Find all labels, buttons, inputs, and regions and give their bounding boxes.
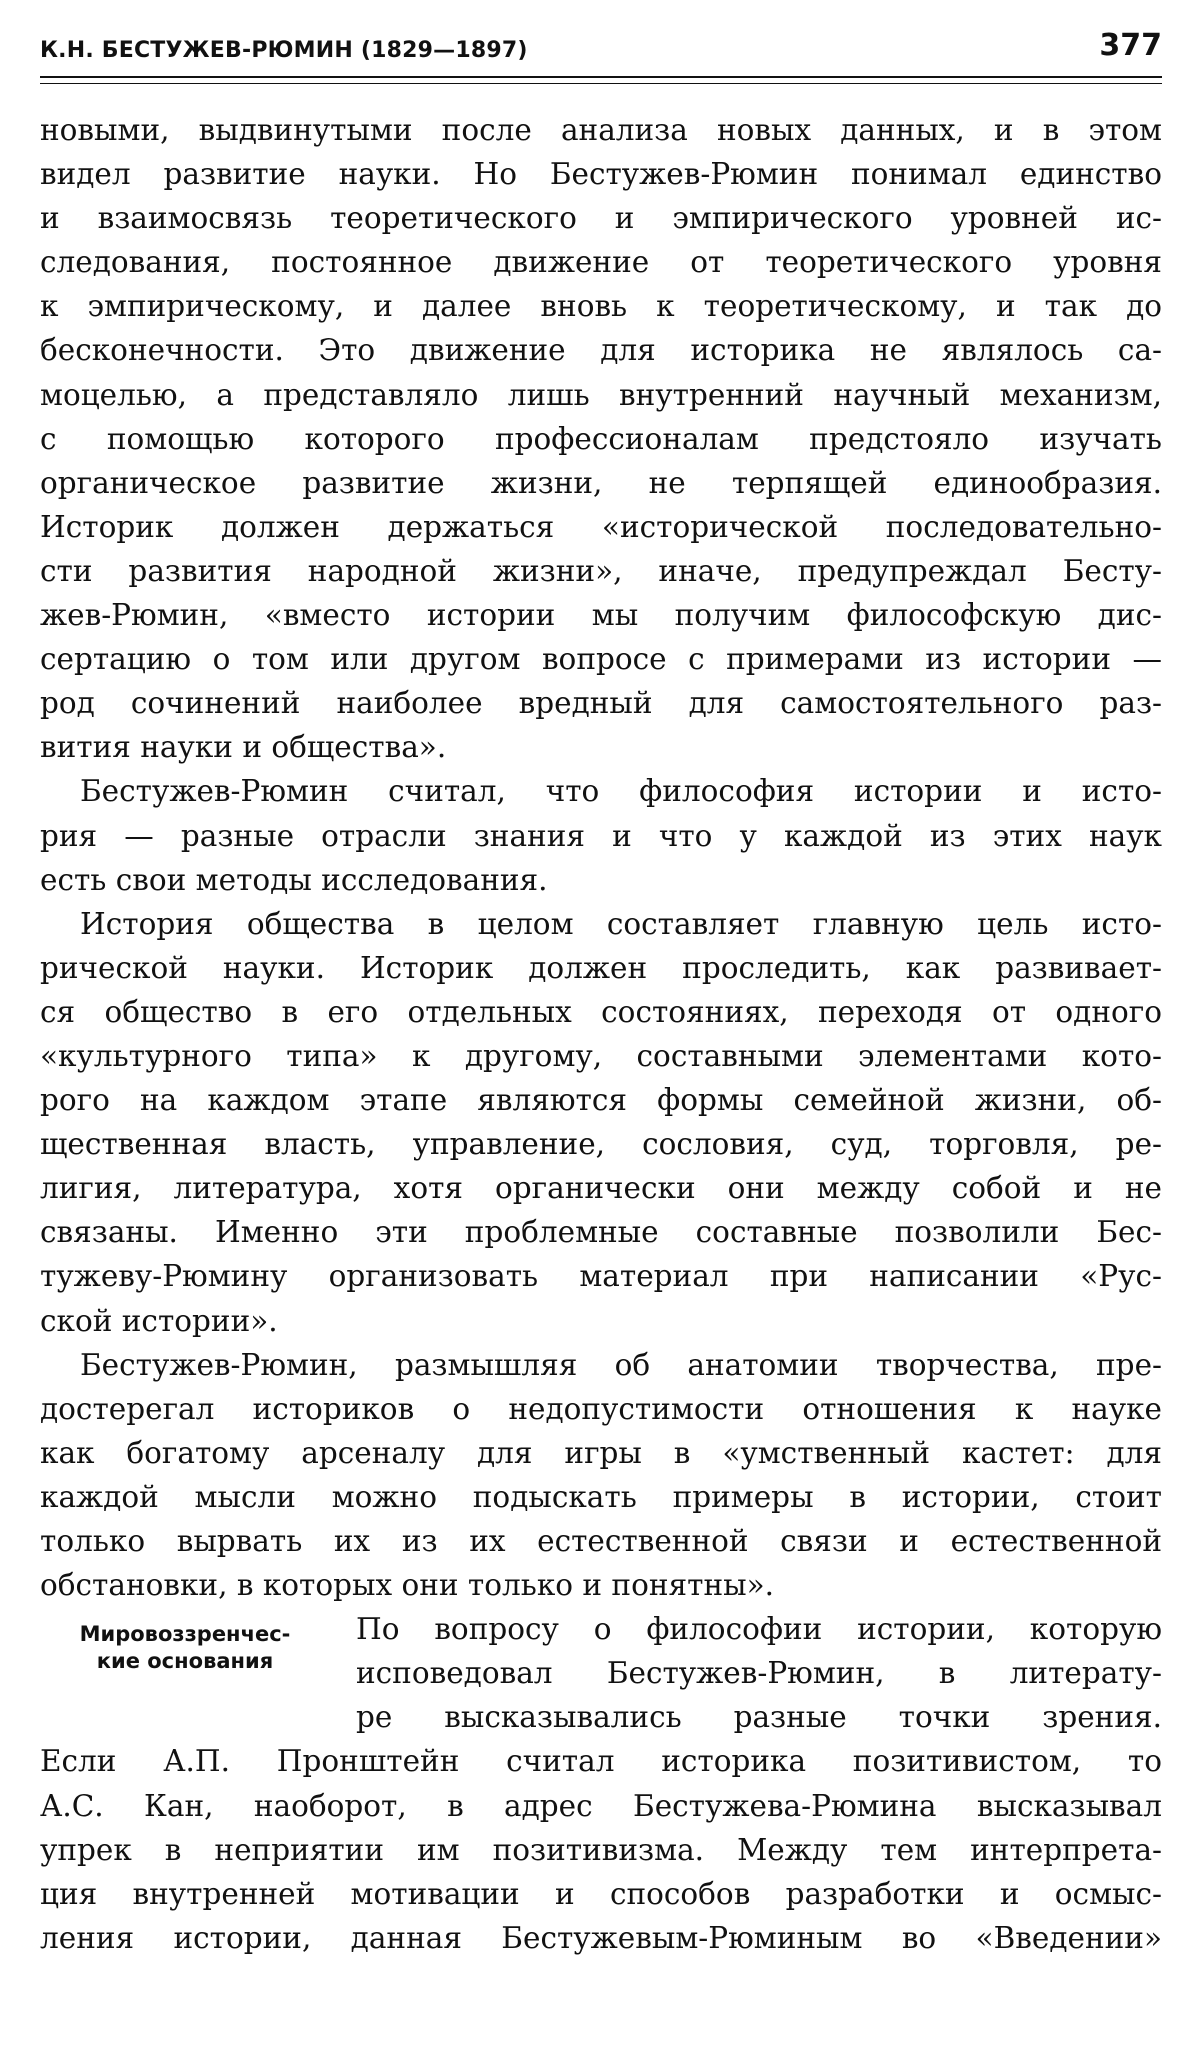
text-line: ской истории». xyxy=(40,1303,278,1338)
text-line: А.С. Кан, наоборот, в адрес Бестужева-Рюмина высказывал xyxy=(40,1788,1162,1823)
text-line: Если А.П. Пронштейн считал историка позитивистом, то xyxy=(40,1744,1162,1779)
text-line: следования, постоянное движение от теоретического уровня xyxy=(40,245,1162,280)
paragraph xyxy=(40,769,1162,901)
text-line: каждой мысли можно подыскать примеры в истории, стоит xyxy=(40,1479,1162,1514)
text-line: «культурного типа» к другому, составными элементами кото- xyxy=(40,1038,1162,1073)
text-line: ре высказывались разные точки зрения. xyxy=(356,1700,1162,1735)
paragraph xyxy=(40,1343,1162,1608)
side-wrapped-text xyxy=(356,1607,1162,1739)
text-line: есть свои методы исследования. xyxy=(40,862,548,897)
text-line: тужеву-Рюмину организовать материал при написании «Рус- xyxy=(40,1259,1162,1294)
text-line: История общества в целом составляет главную цель исто- xyxy=(80,906,1162,941)
text-line: рической науки. Историк должен проследить, как развивает- xyxy=(40,950,1162,985)
book-page xyxy=(40,24,1162,1955)
text-line: род сочинений наиболее вредный для самостоятельного раз- xyxy=(40,686,1162,721)
body-text xyxy=(40,108,1162,1960)
running-title: К.Н. БЕСТУЖЕВ-РЮМИН (1829—1897) xyxy=(40,38,528,63)
text-line: моцелью, а представляло лишь внутренний научный механизм, xyxy=(40,377,1162,412)
text-line: сти развития народной жизни», иначе, предупреждал Бесту- xyxy=(40,553,1162,588)
text-line: Бестужев-Рюмин считал, что философия истории и исто- xyxy=(80,774,1162,809)
sidenote-block xyxy=(40,1607,1162,1739)
text-line: новыми, выдвинутыми после анализа новых данных, и в этом xyxy=(40,113,1162,147)
paragraph xyxy=(40,1739,1162,1959)
text-line: Историк должен держаться «исторической последовательно- xyxy=(40,509,1162,544)
paragraph xyxy=(40,902,1162,1343)
text-line: По вопросу о философии истории, которую xyxy=(356,1612,1162,1647)
text-line: органическое развитие жизни, не терпящей единообразия. xyxy=(40,465,1162,500)
text-line: щественная власть, управление, сословия, суд, торговля, ре- xyxy=(40,1127,1162,1162)
text-line: бесконечности. Это движение для историка не являлось са- xyxy=(40,333,1162,368)
text-line: жев-Рюмин, «вместо истории мы получим философскую дис- xyxy=(40,598,1162,633)
text-line: ления истории, данная Бестужевым-Рюминым во «Введении» xyxy=(40,1920,1162,1955)
text-line: упрек в неприятии им позитивизма. Между тем интерпрета- xyxy=(40,1832,1162,1867)
paragraph xyxy=(40,108,1162,769)
text-line: видел развитие науки. Но Бестужев-Рюмин понимал единство xyxy=(40,157,1162,192)
header-rule-thin xyxy=(40,83,1162,84)
header-rule-thick xyxy=(40,76,1162,78)
text-line: как богатому арсеналу для игры в «умственный кастет: для xyxy=(40,1435,1162,1470)
text-line: обстановки, в которых они только и понятны». xyxy=(40,1568,775,1603)
page-number: 377 xyxy=(1099,28,1162,63)
text-line: достерегал историков о недопустимости отношения к науке xyxy=(40,1391,1162,1426)
text-line: только вырвать их из их естественной связи и естественной xyxy=(40,1524,1162,1558)
text-line: связаны. Именно эти проблемные составные позволили Бес- xyxy=(40,1215,1162,1250)
text-line: лигия, литература, хотя органически они между собой и не xyxy=(40,1171,1162,1206)
margin-heading xyxy=(40,1621,330,1675)
text-line: рого на каждом этапе являются формы семейной жизни, об- xyxy=(40,1083,1162,1118)
text-line: вития науки и общества». xyxy=(40,730,447,765)
text-line: Бестужев-Рюмин, размышляя об анатомии творчества, пре- xyxy=(80,1347,1162,1382)
margin-heading-line: Мировоззренчес- xyxy=(79,1622,291,1647)
text-line: исповедовал Бестужев-Рюмин, в литерату- xyxy=(356,1656,1162,1691)
text-line: ся общество в его отдельных состояниях, переходя от одного xyxy=(40,994,1162,1029)
running-head xyxy=(40,24,1162,74)
text-line: рия — разные отрасли знания и что у каждой из этих наук xyxy=(40,818,1162,853)
text-line: и взаимосвязь теоретического и эмпирического уровней ис- xyxy=(40,201,1162,236)
margin-heading-line: кие основания xyxy=(96,1649,274,1674)
text-line: ция внутренней мотивации и способов разработки и осмыс- xyxy=(40,1876,1162,1911)
text-line: сертацию о том или другом вопросе с примерами из истории — xyxy=(40,642,1162,677)
text-line: к эмпирическому, и далее вновь к теоретическому, и так до xyxy=(40,289,1162,324)
text-line: с помощью которого профессионалам предстояло изучать xyxy=(40,421,1162,456)
